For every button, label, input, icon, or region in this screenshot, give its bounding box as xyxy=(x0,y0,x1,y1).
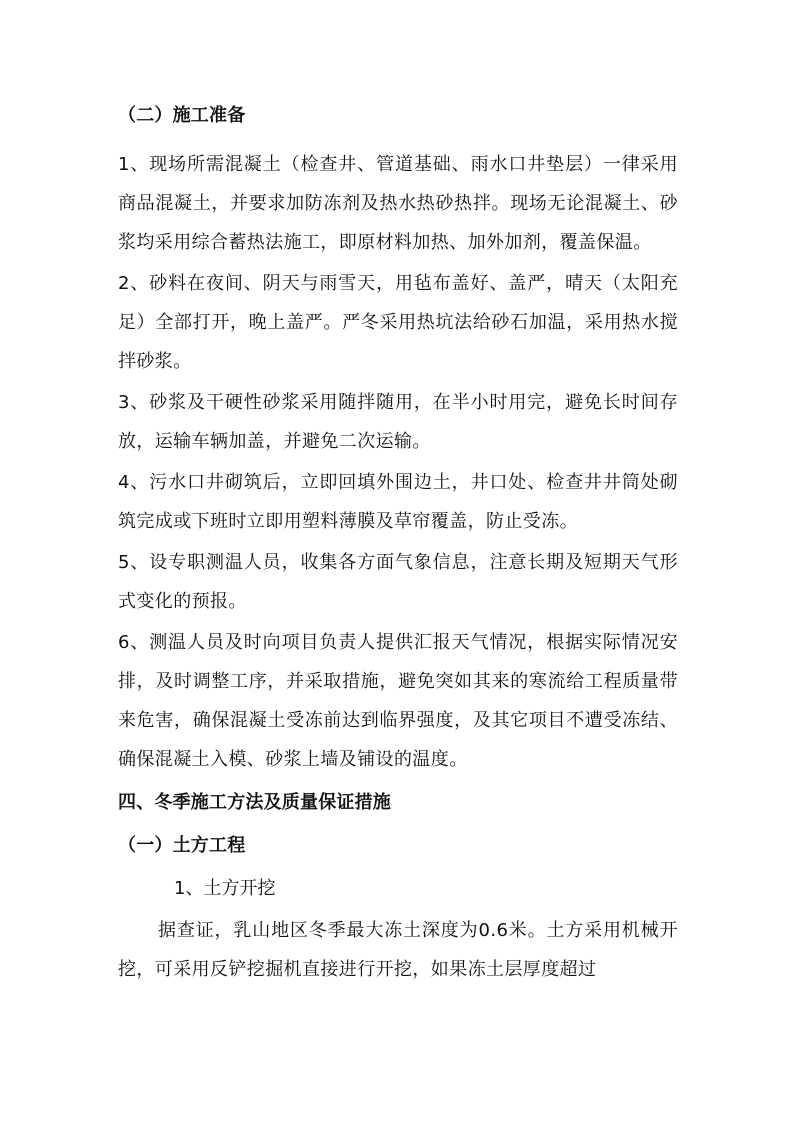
paragraph-item-6: 6、测温人员及时向项目负责人提供汇报天气情况，根据实际情况安排，及时调整工序，并采取措施，避免突如其来的寒流给工程质量带来危害，确保混凝土受冻前达到临界强度，及其它项目不遭受冻结、确保混凝土入模、砂浆上墙及铺设的温度。 xyxy=(118,632,678,770)
section-heading-earthwork: （一）土方工程 xyxy=(118,835,246,856)
paragraph-item-4: 4、污水口井砌筑后，立即回填外围边土，井口处、检查井井筒处砌筑完成或下班时立即用塑料薄膜及草帘覆盖，防止受冻。 xyxy=(118,472,678,532)
subheading-earth-excavation: 1、土方开挖 xyxy=(174,878,276,899)
section-heading-construction-preparation: （二）施工准备 xyxy=(118,105,246,126)
paragraph-item-5: 5、设专职测温人员，收集各方面气象信息，注意长期及短期天气形式变化的预报。 xyxy=(118,552,678,612)
paragraph-item-2: 2、砂料在夜间、阴天与雨雪天，用毡布盖好、盖严，晴天（太阳充足）全部打开，晚上盖严。严冬采用热坑法给砂石加温，采用热水搅拌砂浆。 xyxy=(118,273,678,372)
paragraph-item-3: 3、砂浆及干硬性砂浆采用随拌随用，在半小时用完，避免长时间存放，运输车辆加盖，并避免二次运输。 xyxy=(118,392,678,452)
document-body xyxy=(118,102,678,991)
paragraph-excavation-details: 据查证，乳山地区冬季最大冻土深度为0.6米。土方采用机械开挖，可采用反铲挖掘机直接进行开挖，如果冻土层厚度超过 xyxy=(118,920,678,980)
paragraph-item-1: 1、现场所需混凝土（检查井、管道基础、雨水口井垫层）一律采用商品混凝土，并要求加防冻剂及热水热砂热拌。现场无论混凝土、砂浆均采用综合蓄热法施工，即原材料加热、加外加剂，覆盖保温。 xyxy=(118,154,678,253)
section-heading-winter-methods: 四、冬季施工方法及质量保证措施 xyxy=(118,792,391,813)
